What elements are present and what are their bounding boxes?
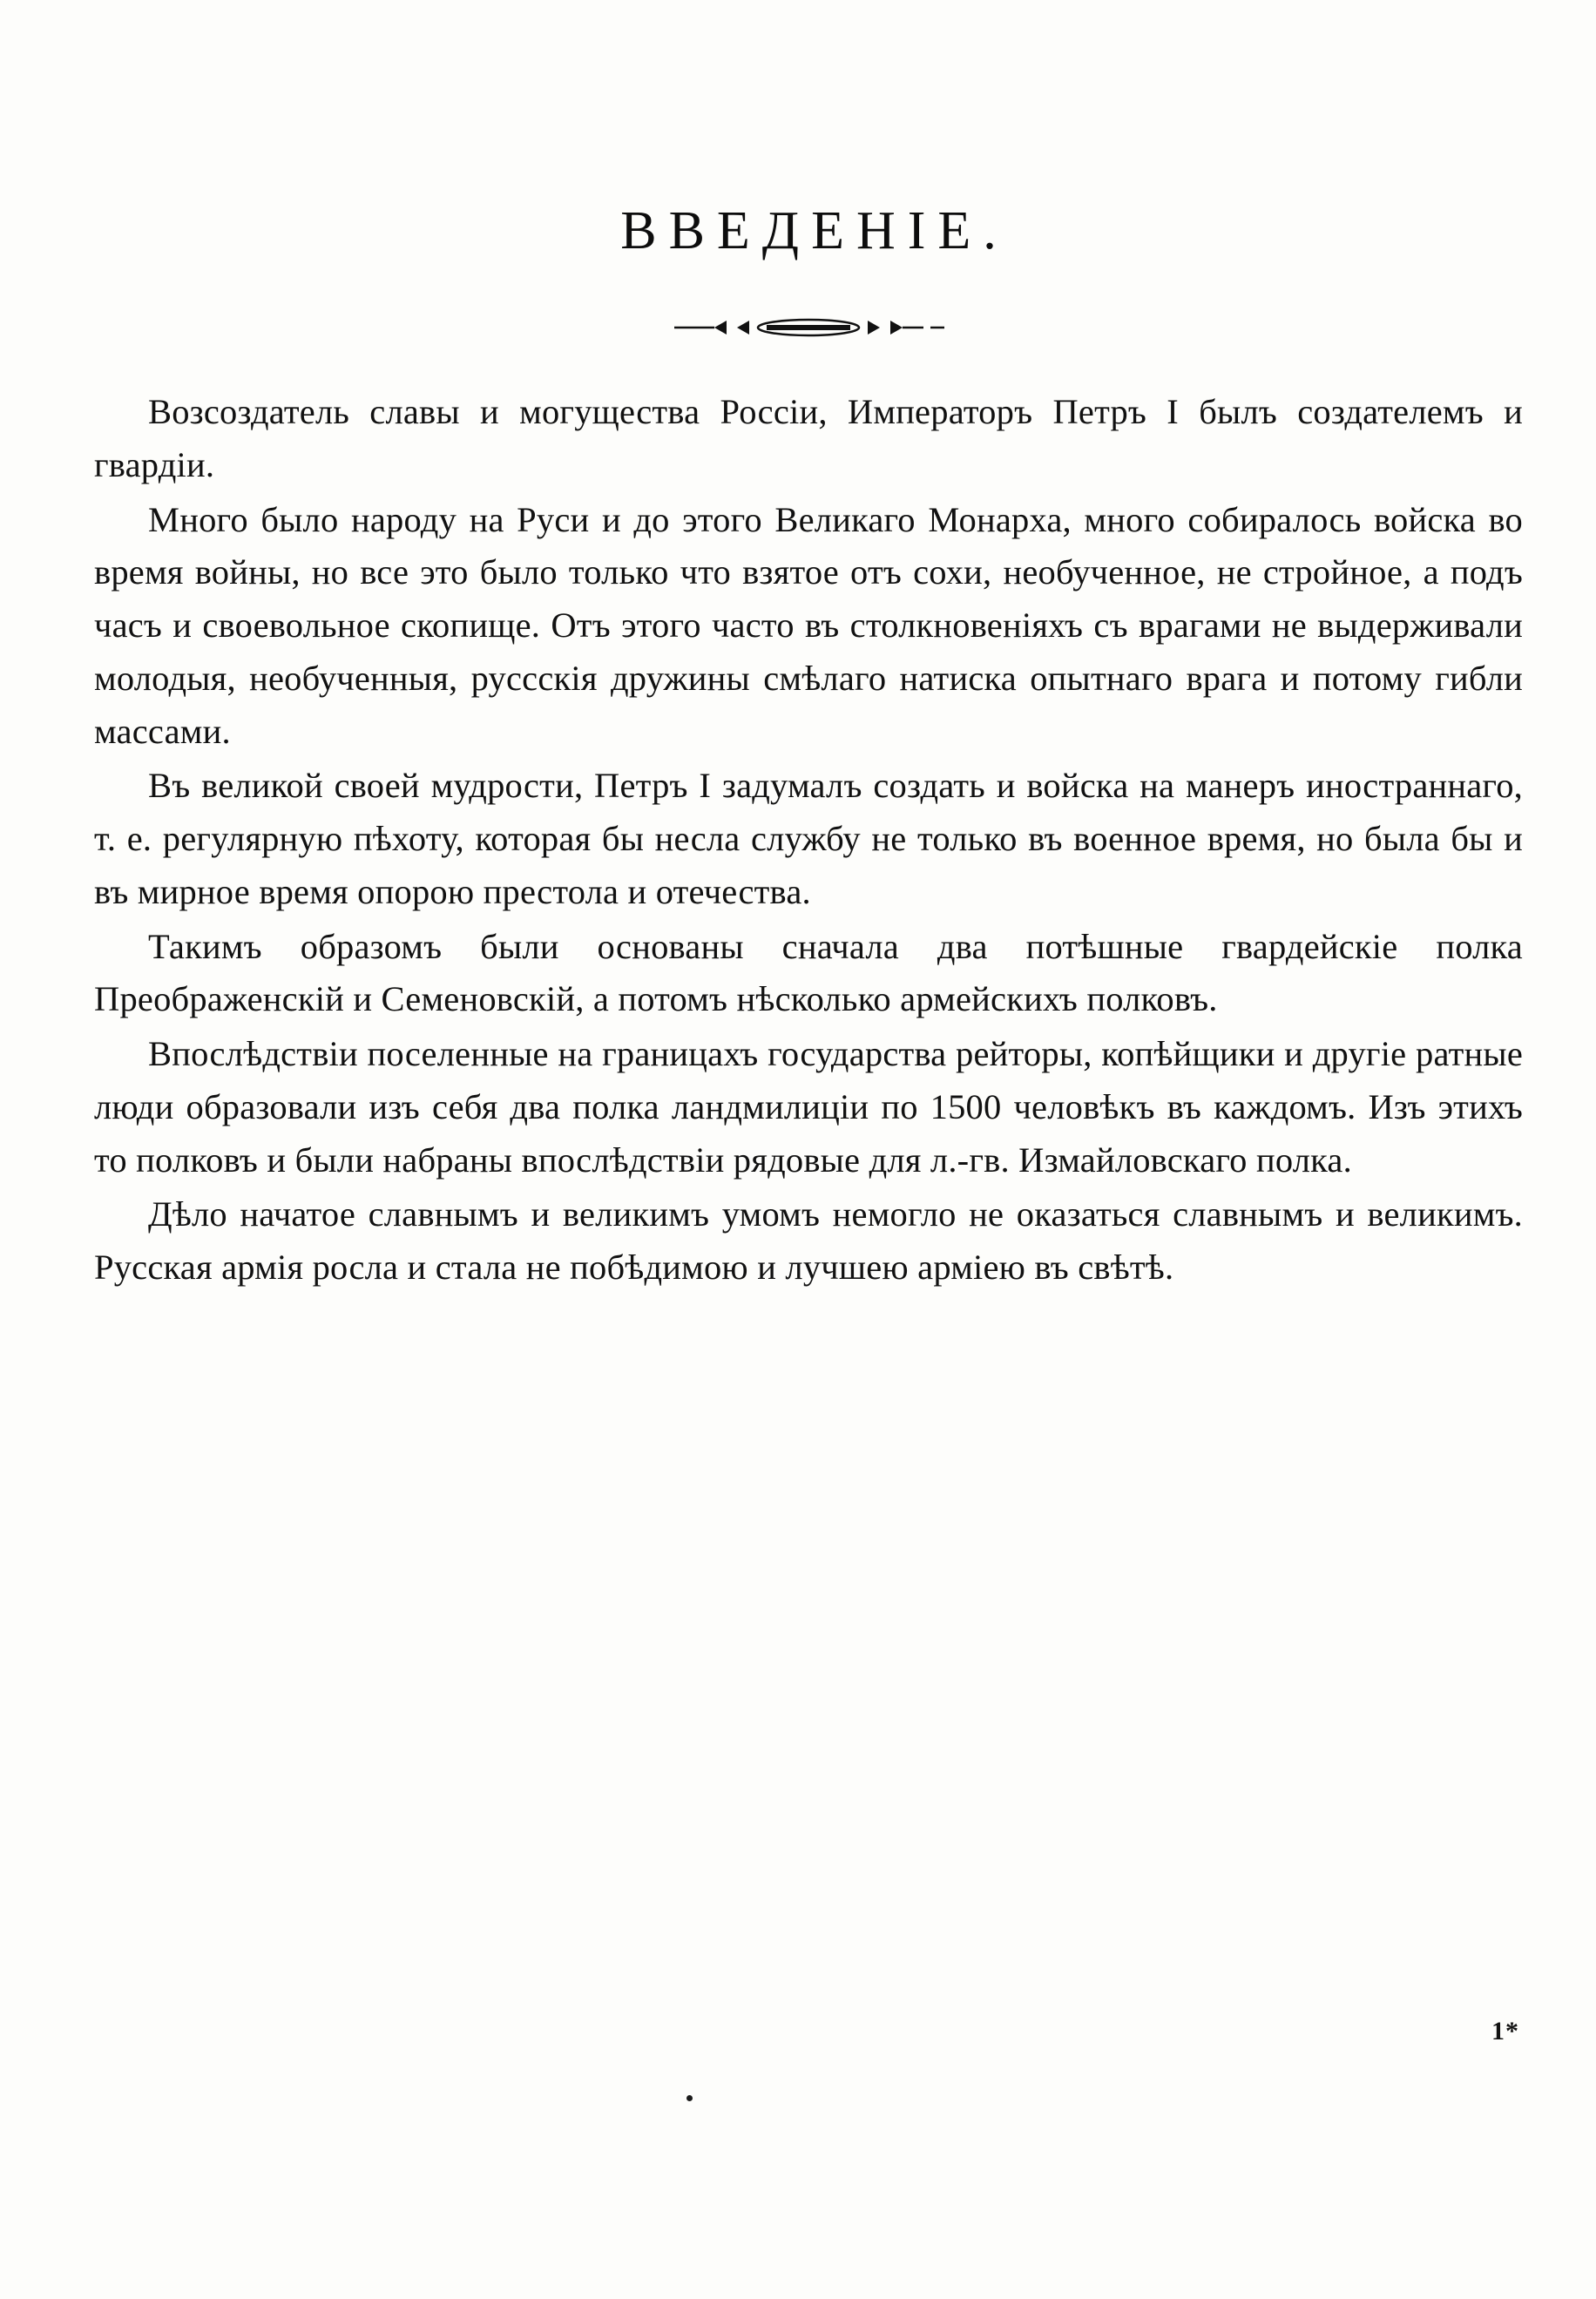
- page-content: [94, 200, 1523, 1296]
- paragraph: Дѣло начатое славнымъ и великимъ умомъ немогло не оказаться славнымъ и великимъ. Русская армія росла и стала не побѣдимою и лучшею арміею въ свѣтѣ.: [94, 1194, 1523, 1287]
- paragraph: Въ великой своей мудрости, Петръ I задумалъ создать и войска на манеръ иностраннаго, т. е. регулярную пѣхоту, которая бы несла службу не только въ военное время, но была бы и въ мирное время опорою престола и отечества.: [94, 766, 1523, 911]
- ornament-divider-icon: [669, 316, 948, 339]
- body-text: [94, 386, 1523, 1295]
- printers-mark: [686, 2095, 693, 2101]
- paragraph: Такимъ образомъ были основаны сначала два потѣшные гвардейскіе полка Преображенскій и Семеновскій, а потомъ нѣсколько армейскихъ полковъ.: [94, 926, 1523, 1019]
- folio-number: 1*: [1491, 2017, 1519, 2045]
- paragraph: Возсоздатель славы и могущества Россіи, Императоръ Петръ I былъ создателемъ и гвардіи.: [94, 392, 1523, 484]
- paragraph: Впослѣдствіи поселенные на границахъ государства рейторы, копѣйщики и другіе ратные люди образовали изъ себя два полка ландмилиціи по 1500 человѣкъ въ каждомъ. Изъ этихъ то полковъ и были набраны впослѣдствіи рядовые для л.-гв. Измайловскаго полка.: [94, 1034, 1523, 1180]
- paragraph: Много было народу на Руси и до этого Великаго Монарха, много собиралось войска во время войны, но все это было только что взятое отъ сохи, необученное, не стройное, а подъ часъ и своевольное скопище. Отъ этого часто въ столкновеніяхъ съ врагами не выдерживали молодыя, необученныя, руссскія дружины смѣлаго натиска опытнаго врага и потому гибли массами.: [94, 499, 1523, 751]
- page-title: ВВЕДЕНІЕ.: [620, 201, 1009, 260]
